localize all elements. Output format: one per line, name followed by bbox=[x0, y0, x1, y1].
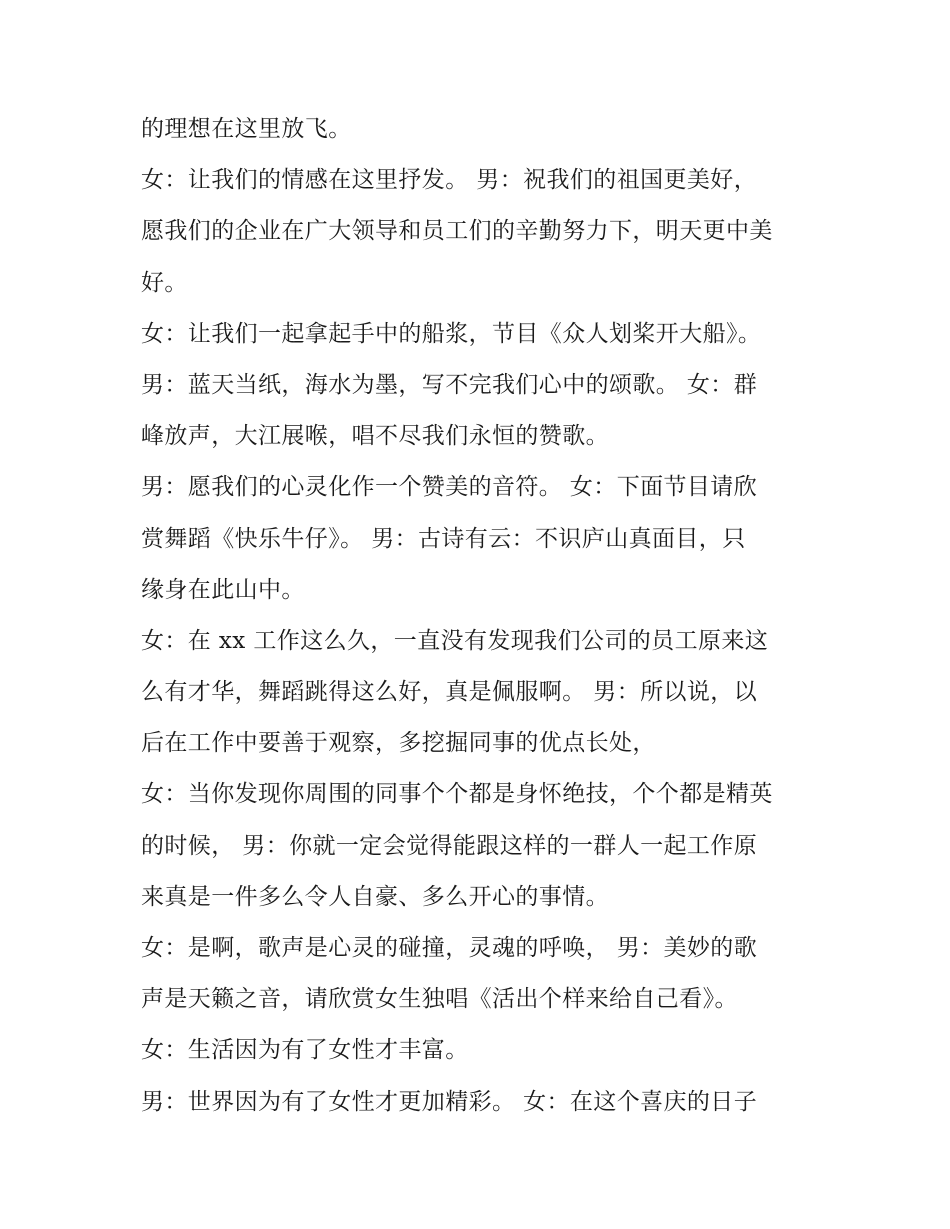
text-line: 好。 bbox=[141, 269, 188, 296]
text-line: 的理想在这里放飞。 bbox=[141, 116, 352, 142]
text-line: 赏舞蹈《快乐牛仔》。 男：古诗有云：不识庐山真面目，只 bbox=[141, 525, 746, 552]
text-line: 声是天籁之音，请欣赏女生独唱《活出个样来给自己看》。 bbox=[141, 986, 738, 1013]
text-line: 女：在 xx 工作这么久，一直没有发现我们公司的员工原来这 bbox=[141, 627, 769, 654]
text-line: 女：是啊，歌声是心灵的碰撞，灵魂的呼唤， 男：美妙的歌 bbox=[141, 935, 758, 961]
text-line: 愿我们的企业在广大领导和员工们的辛勤努力下，明天更中美 bbox=[141, 218, 773, 245]
text-line: 峰放声，大江展喉，唱不尽我们永恒的赞歌。 bbox=[141, 423, 609, 450]
text-line: 的时候， 男：你就一定会觉得能跟这样的一群人一起工作原 bbox=[141, 832, 758, 859]
text-line: 男：世界因为有了女性才更加精彩。 女：在这个喜庆的日子 bbox=[141, 1088, 758, 1115]
script-text-block bbox=[141, 104, 821, 1128]
text-line: 来真是一件多么令人自豪、多么开心的事情。 bbox=[141, 883, 609, 910]
text-line: 女：当你发现你周围的同事个个都是身怀绝技，个个都是精英 bbox=[141, 781, 773, 808]
text-line: 女：生活因为有了女性才丰富。 bbox=[141, 1037, 469, 1064]
text-line: 缘身在此山中。 bbox=[141, 576, 305, 603]
text-line: 男：愿我们的心灵化作一个赞美的音符。 女：下面节目请欣 bbox=[141, 474, 758, 501]
text-line: 女：让我们的情感在这里抒发。 男：祝我们的祖国更美好， bbox=[141, 167, 758, 194]
text-line: 后在工作中要善于观察，多挖掘同事的优点长处， bbox=[141, 730, 656, 757]
text-line: 么有才华，舞蹈跳得这么好，真是佩服啊。 男：所以说，以 bbox=[141, 679, 758, 706]
text-line: 女：让我们一起拿起手中的船浆，节目《众人划桨开大船》。 bbox=[141, 320, 762, 347]
text-line: 男：蓝天当纸，海水为墨，写不完我们心中的颂歌。 女：群 bbox=[141, 371, 758, 398]
